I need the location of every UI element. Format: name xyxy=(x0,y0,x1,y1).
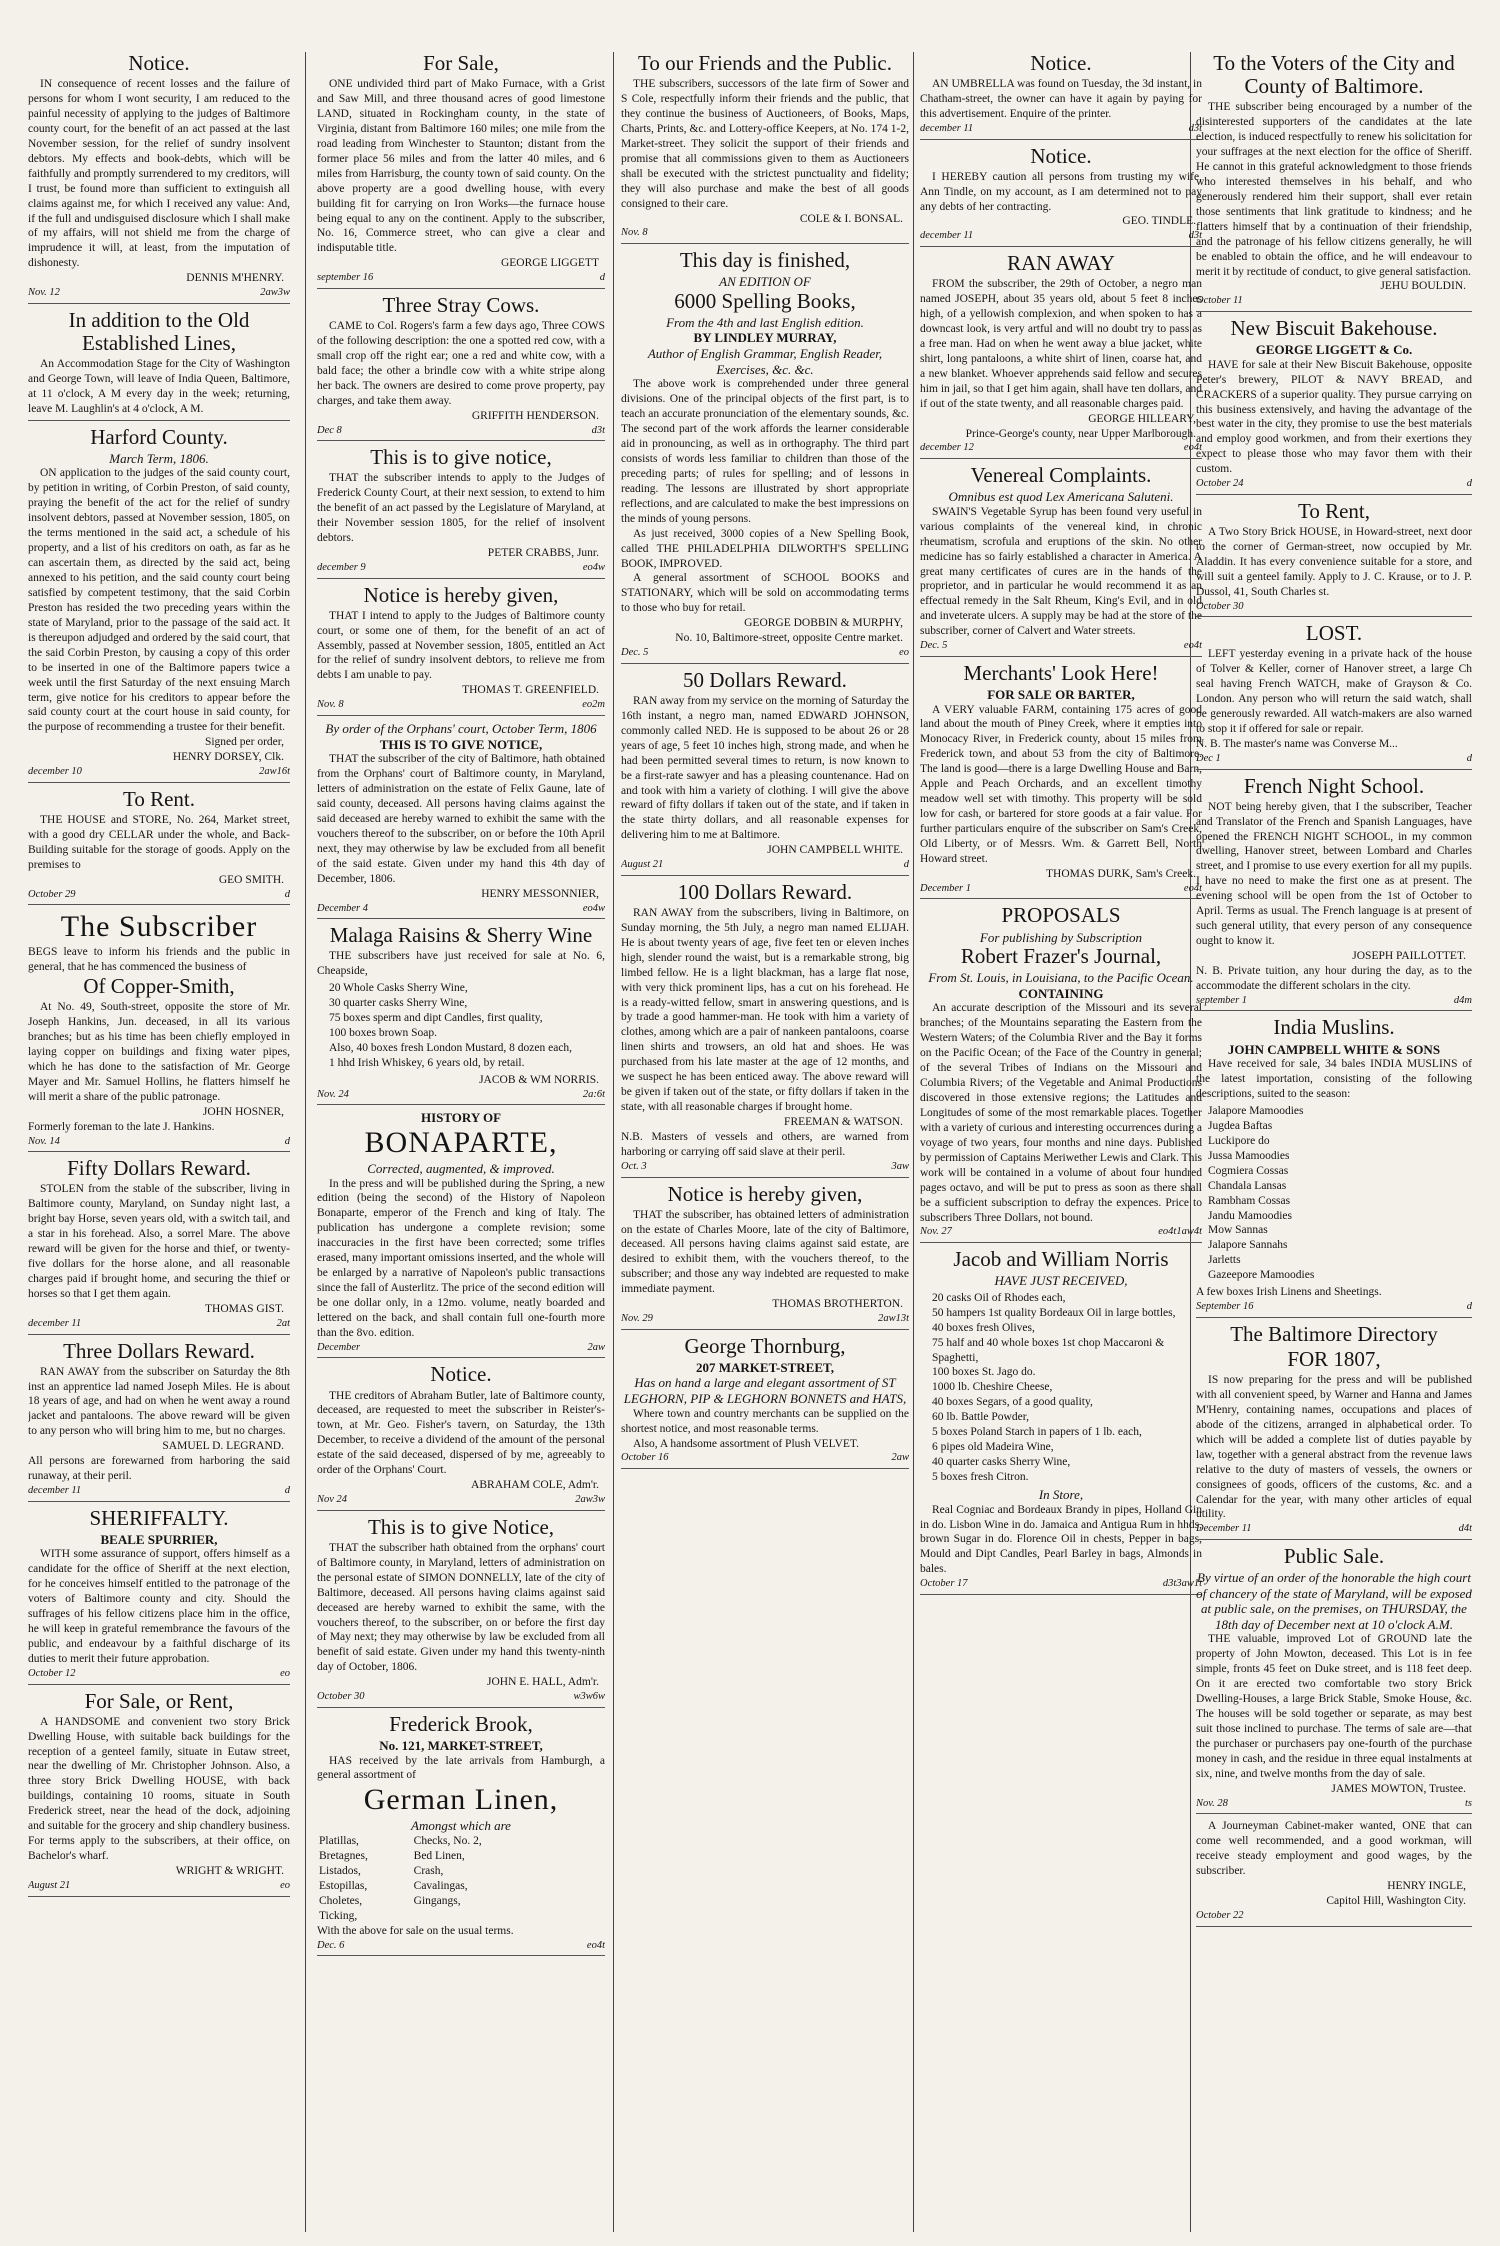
ad-candidate: BEALE SPURRIER, xyxy=(100,1531,218,1547)
ad-lead: BEGS leave to inform his friends and the public in general, that he has commenced the business of xyxy=(28,946,290,974)
ad-hundred-dollars-reward xyxy=(621,881,909,1178)
ad-author-works: Author of English Grammar, English Reader, Exercises, &c. &c. xyxy=(647,346,883,377)
ad-footer: October 30 xyxy=(1196,600,1244,612)
ad-body: RAN AWAY from the subscribers, living in Baltimore, on Sunday morning, the 5th July, a negro man named ELIJAH. He is about twenty years of age, five feet ten or eleven inches high, slender round the waist, but is a remarkable strong, big limbed fellow. He is a light blackman, has a large flat nose, with very thick prominent lips, has a cut on his forehead. He is a ready-witted fellow, smart in answering questions, and is by trade a good hammer-man. He took with him a variety of clothes, among which are a pair of nankeen pantaloons, coarse linen shirts and trowsers, an old hat and shoes. He was purchased from his late master at the age of 12 months, and we suspect he has been enticed away. The above reward will be given if taken out of the state, or fifty dollars if taken in the state, with all reasonable charges if brought home. xyxy=(621,906,909,1114)
ad-signature: GEO SMITH. xyxy=(218,873,284,886)
ad-footer: October 24 d xyxy=(1196,478,1472,490)
ad-subtitle: Has on hand a large and elegant assortment of ST LEGHORN, PIP & LEGHORN BONNETS and HATS, xyxy=(623,1375,907,1407)
ad-harford-county xyxy=(28,426,290,783)
ad-goods: German Linen, xyxy=(363,1783,559,1817)
ad-signed-by: Signed per order, xyxy=(204,736,284,749)
ad-signature: JACOB & WM NORRIS. xyxy=(479,1073,599,1086)
ad-body: THAT I intend to apply to the Judges of Baltimore county court, or some one of them, for the benefit of an act of Assembly, passed at November session, 1805, entitled an Act for the relief of sundry insolvent debtors, to relieve me from debts I am unable to pay. xyxy=(317,609,605,682)
list-item: Luckipore do xyxy=(1208,1134,1270,1147)
ad-footer: September 16 d xyxy=(1196,1301,1472,1313)
ad-title: Notice is hereby given, xyxy=(667,1181,863,1206)
ad-footer: december 11 d3t xyxy=(920,122,1202,134)
ad-footer: December 1 eo4t xyxy=(920,882,1202,894)
ad-author: BY LINDLEY MURRAY, xyxy=(693,330,837,346)
ad-title: Harford County. xyxy=(90,424,228,449)
ad-signature: GEORGE LIGGETT xyxy=(500,257,599,270)
ad-kicker: HISTORY OF xyxy=(420,1110,502,1126)
ad-among: Amongst which are xyxy=(411,1818,511,1834)
ad-footer: Nov. 14 d xyxy=(28,1135,290,1147)
column-2 xyxy=(317,52,605,2232)
ad-signature: THOMAS GIST. xyxy=(204,1302,284,1315)
ad-title: George Thornburg, xyxy=(684,1333,846,1358)
ad-address: 207 MARKET-STREET, xyxy=(696,1359,834,1375)
ad-body: Real Cogniac and Bordeaux Brandy in pipes, Holland Gin in do. Lisbon Wine in do. Jamaica and Antigua Rum in hhds, brown Sugar in do. Florence Oil in chests, Pepper in bags, Mould and Dipt Candles, Pearl Barley in bags, Almonds in bales. xyxy=(920,1503,1202,1576)
ad-signature: JAMES MOWTON, Trustee. xyxy=(1331,1782,1466,1795)
ad-body: THAT the subscriber intends to apply to the Judges of Frederick County Court, at their next session, to extend to him the benefit of an act passed by the Legislature of Maryland, at their November session 1805, for the relief of insolvent debtors. xyxy=(317,472,605,545)
ad-body: IS now preparing for the press and will be published with all convenient speed, by Warner and Hanna and James M'Henry, containing names, occupations and places of abode of the citizens, arranged in alphabetical order. To which will be added a complete list of duties payable by law, together with a general abstract from the revenue laws relative to the duty of masters of vessels, the owners or consignees of goods, officers of the customs, &c. and a Calendar for the year, with many other articles of equal utility. xyxy=(1196,1374,1472,1521)
list-item: Rambham Cossas xyxy=(1208,1194,1291,1207)
list-item: Also, 40 boxes fresh London Mustard, 8 dozen each, xyxy=(329,1041,573,1054)
ad-title: LOST. xyxy=(1305,621,1363,646)
list-item: Jugdea Baftas xyxy=(1208,1119,1273,1132)
ad-body: HAS received by the late arrivals from Hamburgh, a general assortment of xyxy=(317,1754,605,1782)
ad-signature: GEORGE HILLEARY, xyxy=(1088,412,1196,425)
ad-tindle-notice xyxy=(920,145,1202,247)
ad-title: SHERIFFALTY. xyxy=(89,1505,229,1530)
ad-title: Malaga Raisins & Sherry Wine xyxy=(329,923,593,948)
ad-stray-cows xyxy=(317,294,605,441)
ad-address: Prince-George's county, near Upper Marlborough. xyxy=(965,427,1196,440)
ad-footer: December 11 d4t xyxy=(1196,1523,1472,1535)
ad-furnace-for-sale xyxy=(317,52,605,289)
ad-footer: december 11 2at xyxy=(28,1317,290,1329)
ad-body: The above work is comprehended under three general divisions. One of the principal objects of the first part, is to teach an accurate pronunciation of the elementary sounds, &c. The second part of the work affords the learner considerable aid in pronouncing, as well as in orthography. The third part consists of words less familiar to children than those of the preceding parts; of rules for spelling; and of lessons in reading. The lessons are illustrated by short appropriate reflections, and are calculated to make the best impressions on the minds of young persons. xyxy=(621,378,909,525)
grid-cell: Bed Linen, xyxy=(413,1849,465,1862)
grid-cell xyxy=(508,1849,603,1864)
ad-title: THIS IS TO GIVE NOTICE, xyxy=(379,736,543,752)
ad-to-rent-house xyxy=(1196,500,1472,617)
ad-title: Notice. xyxy=(430,1362,492,1387)
ad-subtitle: For publishing by Subscription xyxy=(979,929,1143,945)
ad-body: THE valuable, improved Lot of GROUND late the property of John Mowton, deceased. This Lot is in fee simple, fronts 45 feet on Duke street, and is 118 feet deep. On it are erected two comfortable two story Brick Dwelling-Houses, a large Brick Stable, Smoke House, &c. The houses will be sold together or separate, as may best suit those inclined to purchase. The terms of sale are—that the purchaser or purchasers pay one-fourth of the purchase money in cash, and the residue in three equal instalments at six, nine, and twelve months from the day of sale. xyxy=(1196,1633,1472,1780)
ad-title: Jacob and William Norris xyxy=(953,1247,1169,1272)
ad-note: Formerly foreman to the late J. Hankins. xyxy=(28,1120,215,1133)
ad-footer: Dec 1 d xyxy=(1196,752,1472,764)
ad-body: A VERY valuable FARM, containing 175 acres of good land about the mouth of Piney Creek, where it empties into Monocacy River, in Frederick county, about 15 miles from Frederick town, and about 53 from the city of Baltimore. The land is good—there is a large Dwelling House and Barn, Apple and Peach Orchards, and an excellent timothy meadow well set with timothy. This property will be sold low for cash, or bartered for store goods at a fair value. For further particulars enquire of the subscriber on Sam's Creek, Old Liberty, or of Messrs. Wm. & Garrett Bell, North Howard street. xyxy=(920,703,1202,865)
ad-body: SWAIN'S Vegetable Syrup has been found very useful in various complaints of the venereal kind, in chronic rheumatism, scrofula and eruptions of the skin. No other medicine has so fairly established a character in America. A great many certificates of cures are in the hands of the proprietor, and in particular he would recommend it as an effectual remedy in the Salt Rheum, King's Evil, and in old and inveterate ulcers. A supply may be had at the store of the subscriber, corner of Calvert and Water streets. xyxy=(920,505,1202,638)
ad-butler-notice xyxy=(317,1363,605,1510)
ad-body: Where town and country merchants can be supplied on the shortest notice, and most reasonable terms. xyxy=(621,1407,909,1435)
ad-footer: december 10 2aw16t xyxy=(28,766,290,778)
ad-title: In addition to the Old Established Lines, xyxy=(68,307,250,355)
ad-french-night-school xyxy=(1196,775,1472,1012)
ad-body: THE subscribers have just received for sale at No. 6, Cheapside, xyxy=(317,950,605,978)
ad-signature: JEHU BOULDIN. xyxy=(1380,280,1466,293)
ad-title: For Sale, xyxy=(423,52,499,75)
ad-address: No. 10, Baltimore-street, opposite Centre market. xyxy=(675,632,903,645)
ad-also: A general assortment of SCHOOL BOOKS and STATIONARY, which will be sold on accommodating terms to those who buy for retail. xyxy=(621,572,909,615)
ad-footer: December 4 eo4w xyxy=(317,902,605,914)
ad-title: Public Sale. xyxy=(1283,1544,1385,1569)
ad-footer: december 11 d3t xyxy=(920,230,1202,242)
ad-trade: Of Copper-Smith, xyxy=(83,974,235,999)
ad-title: BONAPARTE, xyxy=(364,1125,558,1159)
ad-term: March Term, 1806. xyxy=(109,450,209,466)
ad-give-notice-hall xyxy=(317,1516,605,1708)
ad-address: Capitol Hill, Washington City. xyxy=(1326,1895,1466,1908)
list-item: 5 boxes fresh Citron. xyxy=(932,1471,1029,1484)
ad-footer: August 21 d xyxy=(621,859,909,871)
ad-body: THAT the subscriber hath obtained from the orphans' court of Baltimore county, in Maryland, letters of administration on the personal estate of SIMON DONNELLY, late of the city of Baltimore, deceased. All persons having claims against said deceased are hereby warned to exhibit the same, with the vouchers thereof, to the subscriber, on or before the first day of May next; they may otherwise by law be excluded from all benefit of said estate. Given under my hand this twenty-ninth day of October, 1806. xyxy=(317,1541,605,1674)
ad-title: Notice is hereby given, xyxy=(363,582,559,607)
ad-title: India Muslins. xyxy=(1273,1015,1395,1040)
list-item: 6 pipes old Madeira Wine, xyxy=(932,1441,1054,1454)
ad-friends-public xyxy=(621,52,909,244)
ad-body: IN consequence of recent losses and the failure of persons for whom I wont security, I am reduced to the painful necessity of applying to the judges of Baltimore county court, for the benefit of an act passed at the last November session, for the relief of sundry insolvent debtors. My effects and book-debts, which will be faithfully and promptly surrendered to my creditors, will I trust, be found more than sufficient to extinguish all claims against me, for which I received any value: And, if the full and undisguised disclosure which I shall make of my affairs, will not shield me from the charge of imprudence it will, at least, from the imputation of dishonesty. xyxy=(28,78,290,270)
ad-body: HAVE for sale at their New Biscuit Bakehouse, opposite Peter's brewery, PILOT & NAVY BREAD, and CRACKERS of a superior quality. They pursue carrying on this business extensively, and having the advantage of the best water in the city, they promise to use the best materials and employ good workmen, and from their exertions they expect to please those who may favor them with their custom. xyxy=(1196,358,1472,476)
list-item: 1000 lb. Cheshire Cheese, xyxy=(932,1381,1053,1394)
ad-signature: JOSEPH PAILLOTTET. xyxy=(1352,950,1466,963)
goods-grid xyxy=(317,1834,605,1924)
ad-footer: October 22 xyxy=(1196,1910,1244,1922)
ad-footer: Oct. 3 3aw xyxy=(621,1160,909,1172)
list-item: Jarletts xyxy=(1208,1254,1241,1267)
ad-title: Frederick Brook, xyxy=(389,1711,533,1736)
ad-signature: THOMAS BROTHERTON. xyxy=(772,1298,903,1311)
ad-body: THE subscriber being encouraged by a number of the disinterested supporters of the candidates at the late election, is induced respectfully to renew his solicitation for your suffrages at the next election for the office of Sheriff. He cannot in this grateful acknowledgment to those friends who interested themselves in his behalf, and who generously rendered him their support, shall ever retain those sentiments that link gratitude to kindness; and he flatters himself that by a continuation of their friendship, and the patronage of his fellow citizens generally, he will be enabled to obtain the office, and he will endeavour to merit it by rectitude of conduct, to give general satisfaction. xyxy=(1196,101,1472,278)
ad-signature: GRIFFITH HENDERSON. xyxy=(471,409,599,422)
ad-signature: HENRY MESSONNIER, xyxy=(481,887,599,900)
ad-footer: september 16 d xyxy=(317,272,605,284)
ad-india-muslins xyxy=(1196,1016,1472,1317)
ad-body: CAME to Col. Rogers's farm a few days ago, Three COWS of the following description: the one a spotted red cow, with a small crop off the right ear; one a red and white cow, with a bald face; the other a brindle cow with a white stripe along her back. The owners are desired to come prove property, pay charges, and take them away. xyxy=(317,320,605,407)
column-rule xyxy=(913,52,914,2232)
ad-lost-watch xyxy=(1196,622,1472,769)
ad-also: A few boxes Irish Linens and Sheetings. xyxy=(1196,1286,1382,1299)
ad-footer: October 30 w3w6w xyxy=(317,1691,605,1703)
ad-footer: Nov 24 2aw3w xyxy=(317,1494,605,1506)
ad-title: Three Stray Cows. xyxy=(382,292,540,317)
ad-body: A Two Story Brick HOUSE, in Howard-street, next door to the corner of German-street, now occupied by Mr. Aladdin. It has every convenience suitable for a store, and will suit a genteel family. Apply to J. C. Krause, or to J. P. Dussol, 41, South Charles st. xyxy=(1196,525,1472,598)
ad-year: FOR 1807, xyxy=(1287,1346,1381,1371)
ad-malaga-raisins xyxy=(317,924,605,1105)
column-5 xyxy=(1196,52,1472,2232)
ad-title: 50 Dollars Reward. xyxy=(683,667,847,692)
ad-containing: CONTAINING xyxy=(1018,985,1104,1001)
ad-title: Notice. xyxy=(1030,52,1092,75)
ad-title: RAN AWAY xyxy=(1007,251,1115,276)
list-item: Mow Sannas xyxy=(1208,1224,1268,1237)
ad-body: Have received for sale, 34 bales INDIA MUSLINS of the latest importation, consisting of the following descriptions, suited to the season: xyxy=(1196,1058,1472,1101)
ad-body: A Journeyman Cabinet-maker wanted, ONE that can come well recommended, and a good workman, will receive steady employment and good wages, by the subscriber. xyxy=(1196,1820,1472,1878)
ad-note: With the above for sale on the usual terms. xyxy=(317,1924,514,1937)
ad-signature: DENNIS M'HENRY. xyxy=(186,272,284,285)
list-item: Cogmiera Cossas xyxy=(1208,1164,1289,1177)
ad-fifty-dollars xyxy=(28,1157,290,1334)
list-item: Jalapore Mamoodies xyxy=(1208,1104,1304,1117)
grid-cell: Cavalingas, xyxy=(413,1879,468,1892)
list-item: 100 boxes St. Jago do. xyxy=(932,1366,1036,1379)
ad-footer: december 11 d xyxy=(28,1485,290,1497)
ad-title: Venereal Complaints. xyxy=(970,463,1152,488)
ad-firm: JOHN CAMPBELL WHITE & SONS xyxy=(1227,1041,1441,1057)
ad-big-title: Robert Frazer's Journal, xyxy=(960,944,1162,969)
ad-public-sale xyxy=(1196,1545,1472,1814)
ad-copper-smith xyxy=(28,910,290,1152)
ad-note: All persons are forewarned from harboring the said runaway, at their peril. xyxy=(28,1455,290,1483)
ad-signature: THOMAS T. GREENFIELD. xyxy=(462,684,599,697)
ad-title: For Sale, or Rent, xyxy=(84,1688,234,1713)
ad-body: A HANDSOME and convenient two story Brick Dwelling House, with suitable back buildings for the reception of a genteel family, situate in Eutaw street, near the dwelling of Mr. Christopher Johnson. Also, a three story Brick Dwelling HOUSE, with back buildings, containing 10 rooms, situate in South Frederick street, near the head of the dock, adjoining and suitable for the grocery and ship chandlery business. For terms apply to the subscribers, at their office, on Bachelor's wharf. xyxy=(28,1715,290,1863)
ad-signature: THOMAS DURK, Sam's Creek. xyxy=(1046,867,1196,880)
ad-title: This day is finished, xyxy=(679,248,851,273)
ad-umbrella-notice xyxy=(920,52,1202,140)
list-item: Jalapore Sannahs xyxy=(1208,1239,1288,1252)
ad-body: ON application to the judges of the said county court, by petition in writing, of Corbin Preston, of said county, praying the benefit of the act for the relief of sundry insolvent debtors, passed at November session, 1805, on the terms mentioned in the said act, a schedule of his property, and a list of his creditors on oath, as far as he can ascertain them, as directed by the said act, being annexed to his petition, and the said county court being satisfied by competent testimony, that the said Corbin Preston has resided the two preceding years within the state of Maryland, prior to the passage of the said act. It is thereupon adjudged and ordered by the said court, that the said Corbin Preston, by causing a copy of this order to be inserted in one of the Baltimore papers twice a week until the first Saturday of the next ensuing March term, give notice for his creditors to appear before the said county court at the court house in said county, for the purpose of recommending a trustee for their benefit. xyxy=(28,467,290,734)
ad-body: At No. 49, South-street, opposite the store of Mr. Joseph Hankins, Jun. deceased, in all its various branches; but as his time has been chiefly employed in laying copper on buildings and fixing water pipes, which he has done to the satisfaction of Mr. George Mayer and Mr. Samuel Hollins, he flatters himself he will merit a share of the public patronage. xyxy=(28,1001,290,1103)
ad-body: I HEREBY caution all persons from trusting my wife, Ann Tindle, on my account, as I am determined not to pay any debts of her contracting. xyxy=(920,170,1202,213)
ad-signature: HENRY DORSEY, Clk. xyxy=(172,751,284,764)
list-item: 50 hampers 1st quality Bordeaux Oil in large bottles, xyxy=(932,1306,1176,1319)
ad-heading: By virtue of an order of the honorable the high court of chancery of the state of Maryland, will be exposed at public sale, on the premises, on THURSDAY, the 18th day of December next at 10 o'clock A.M. xyxy=(1196,1570,1472,1632)
ad-footer: Nov. 8 xyxy=(621,227,648,239)
ad-footer: December 2aw xyxy=(317,1341,605,1353)
ad-edition: From the 4th and last English edition. xyxy=(666,314,864,330)
ad-body: THE HOUSE and STORE, No. 264, Market street, with a good dry CELLAR under the whole, and Back-Building suitable for the storage of goods. Apply on the premises to xyxy=(28,813,290,871)
ad-body: THE subscribers, successors of the late firm of Sower and S Cole, respectfully inform their friends and the public, that they continue the business of Auctioneers, of Books, Maps, Charts, Prints, &c. and Lottery-office Keepers, at No. 174 1-2, Market-street. They solicit the support of their friends and promise that all commissions given to them as Auctioneers shall be executed with the strictest punctuality and fidelity; they will also purchase and make the best of all goods consigned to their care. xyxy=(621,78,909,210)
column-3 xyxy=(621,52,909,2232)
ad-body: THAT the subscriber of the city of Baltimore, hath obtained from the Orphans' court of Baltimore county, in Maryland, letters of administration on the estate of Felix Gaune, late of said county, deceased. All persons having claims against the said deceased are hereby warned to exhibit the same with the vouchers thereof to the subscriber, on or before the 10th April next, they may otherwise by law be excluded from all benefit of the said estate. Given under my hand this 4th day of December, 1806. xyxy=(317,753,605,885)
ad-signature: ABRAHAM COLE, Adm'r. xyxy=(471,1479,599,1492)
ad-body: In the press and will be published during the Spring, a new edition (being the second) of the History of Napoleon Bonaparte, emperor of the French and king of Italy. The publication has undergone a complete revision; some inaccuracies in the first have been corrected; some trifles erased, many important omissions inserted, and the whole will be enlarged by a narrative of Napoleon's public transactions since the fall of Austerlitz. The price of the second edition will be one dollar only, in a 12mo. volume, neatly boarded and lettered on the back, and shall contain full one-fourth more than the 8vo. edition. xyxy=(317,1177,605,1339)
ad-heading: By order of the Orphans' court, October Term, 1806 xyxy=(325,720,597,736)
ad-also: Also, A handsome assortment of Plush VELVET. xyxy=(633,1437,859,1450)
ad-title: To Rent. xyxy=(122,786,196,811)
ad-footer: Nov. 28 ts xyxy=(1196,1797,1472,1809)
ad-fifty-dollars-reward xyxy=(621,669,909,876)
list-item: Chandala Lansas xyxy=(1208,1179,1287,1192)
ad-body: FROM the subscriber, the 29th of October, a negro man named JOSEPH, about 35 years old, about 5 feet 8 inches high, of a yellowish complexion, and when spoken to has a downcast look, is very artful and will no doubt try to pass as a free man. Had on when he went away a blue jacket, white shirt, long pantaloons, a white shirt of linen, coarse hat, and a new blanket. Whoever apprehends said fellow and secures him in jail, so that I get him again, shall have ten dollars, and if out of the state twenty, and all reasonable charges paid. xyxy=(920,278,1202,410)
list-item: 1 hhd Irish Whiskey, 6 years old, by retail. xyxy=(329,1056,525,1069)
ad-firm: GEORGE LIGGETT & Co. xyxy=(1255,342,1413,358)
ad-give-notice-crabbs xyxy=(317,446,605,578)
ad-footer: Nov. 12 2aw3w xyxy=(28,287,290,299)
ad-body: NOT being hereby given, that I the subscriber, Teacher and Translator of the French and Spanish Languages, have opened the FRENCH NIGHT SCHOOL, in my common dwelling, Hanover street, between Lombard and Charles street, and I promise to use every exertion for all my pupils. I have no need to make the first one as at present. The evening school will be open from the 1st of October to April. Terms as usual. The French language is at present of such general utility, that every person of any consequence ought to know it. xyxy=(1196,800,1472,948)
ad-body: An accurate description of the Missouri and its several branches; of the Mountains separating the Eastern from the Western Waters; of the Columbia River and the Bay it forms on the Pacific Ocean; of the Face of the Country in general; of the several Tribes of Indians on the Missouri and Columbia Rivers; of the Vegetable and Animal Productions discovered in those extensive regions; the Latitudes and Longitudes of some of the most remarkable places. Together with a variety of curious and interesting occurrences during a voyage of two years, four months and nine days. Published by permission of Captains Meriwether Lewis and Clark. This work will be contained in a volume of about four hundred pages octavo, and will be put to press as soon as there shall be a sufficient subscription to defray the expences. Price to subscribers Three Dollars, not bound. xyxy=(920,1002,1202,1224)
ad-signature: JOHN HOSNER, xyxy=(202,1105,284,1118)
grid-cell xyxy=(508,1834,603,1849)
ad-voters xyxy=(1196,52,1472,312)
ad-footer: december 9 eo4w xyxy=(317,561,605,573)
ad-subtitle: Corrected, augmented, & improved. xyxy=(367,1160,555,1176)
ad-frederick-brook xyxy=(317,1713,605,1956)
ad-footer: Nov. 24 2a:6t xyxy=(317,1088,605,1100)
ad-baltimore-directory xyxy=(1196,1323,1472,1540)
ad-footer: Nov. 8 eo2m xyxy=(317,699,605,711)
list-item: 40 boxes Segars, of a good quality, xyxy=(932,1396,1093,1409)
ad-title: To Rent, xyxy=(1297,498,1371,523)
list-item: 75 half and 40 whole boxes 1st chop Maccaroni & Spaghetti, xyxy=(932,1336,1165,1364)
ad-body: RAN AWAY from the subscriber on Saturday the 8th inst an apprentice lad named Joseph Miles. He is about 18 years of age, and had on when he went away a round jacket and pantaloons. The above reward will be given to any person who will bring him to me, but no charges. xyxy=(28,1365,290,1438)
ad-george-thornburg xyxy=(621,1335,909,1469)
ad-signature: WRIGHT & WRIGHT. xyxy=(175,1865,284,1878)
goods-list xyxy=(920,1291,1202,1485)
ad-press: As just received, 3000 copies of a New Spelling Book, called THE PHILADELPHIA DILWORTH'S SPELLING BOOK, IMPROVED. xyxy=(621,527,909,570)
grid-cell: Gingangs, xyxy=(413,1894,461,1907)
ad-footer: October 29 d xyxy=(28,888,290,900)
ad-body: WITH some assurance of support, offers himself as a candidate for the office of Sheriff at the next election, for he conceives himself entitled to the patronage of the voters of Baltimore county and city. Should the suffrages of his fellow citizens place him in the office, he will keep in grateful remembrance the favours of the public, and endeavour by a faithful discharge of its duties to merit their future approbation. xyxy=(28,1548,290,1665)
ad-subtitle: FOR SALE OR BARTER, xyxy=(987,686,1135,702)
ad-footer: August 21 eo xyxy=(28,1879,290,1891)
list-item: 30 quarter casks Sherry Wine, xyxy=(329,997,468,1010)
ad-body: THAT the subscriber, has obtained letters of administration on the estate of Charles Moore, late of the city of Baltimore, deceased. All persons having claims against said estate, are desired to exhibit them, with the vouchers thereof, to the subscriber; and those any way indebted are requested to make immediate payment. xyxy=(621,1208,909,1296)
ad-title: New Biscuit Bakehouse. xyxy=(1230,316,1438,341)
grid-cell: Platillas, xyxy=(319,1835,359,1848)
ad-to-rent xyxy=(28,788,290,905)
ad-title: Notice. xyxy=(128,52,190,75)
ad-footer: Dec. 5 eo xyxy=(621,647,909,659)
ad-signature: PETER CRABBS, Junr. xyxy=(487,547,599,559)
ad-footer: Dec. 6 eo4t xyxy=(317,1939,605,1951)
ad-footer: Dec 8 d3t xyxy=(317,424,605,436)
ad-note: N.B. Masters of vessels and others, are warned from harboring or carrying off said slave at their peril. xyxy=(621,1130,909,1158)
ad-footer: september 1 d4m xyxy=(1196,994,1472,1006)
ad-title: To our Friends and the Public. xyxy=(638,52,892,75)
grid-cell: Ticking, xyxy=(319,1909,358,1922)
ad-signature: GEO. TINDLE. xyxy=(1122,215,1196,228)
ad-body: RAN away from my service on the morning of Saturday the 16th instant, a negro man, named EDWARD JOHNSON, commonly called NED. He is supposed to be about 26 or 28 years of age, 5 feet 10 inches high, strong made, and when he had been permitted several times to return, is now known to be a first-rate sawyer and has a pleasing countenance. Had on and took with him a variety of clothing. I will give the above reward of fifty dollars if taken out of the state, and if taken in the state thirty dollars, and all reasonable expenses for delivering him to me at Baltimore. xyxy=(621,694,909,842)
ad-address: No. 121, MARKET-STREET, xyxy=(379,1737,543,1753)
ad-spelling-books xyxy=(621,249,909,664)
grid-cell xyxy=(508,1879,603,1894)
ad-motto: Omnibus est quod Lex Americana Saluteni. xyxy=(948,489,1174,505)
ad-big-title: 6000 Spelling Books, xyxy=(674,288,856,313)
ad-note: N. B. The master's name was Converse M... xyxy=(1196,737,1398,750)
ad-signature: COLE & I. BONSAL. xyxy=(799,212,903,225)
goods-list xyxy=(1196,1104,1472,1283)
ad-title: To the Voters of the City and County of Baltimore. xyxy=(1213,52,1455,99)
ad-body: LEFT yesterday evening in a private hack of the house of Tolver & Keller, corner of Hanover street, a large Ch seal having French WATCH, make of Grayson & Co. London. Any person who will return the said watch, shall be generously rewarded. All watch-makers are also warned to stop it if offered for sale or repair. xyxy=(1196,648,1472,736)
ad-signature: JOHN CAMPBELL WHITE. xyxy=(767,844,903,857)
ad-footer: Dec. 5 eo4t xyxy=(920,640,1202,652)
ad-title: French Night School. xyxy=(1243,773,1425,798)
ad-subtitle: AN EDITION OF xyxy=(719,274,811,290)
list-item: 40 quarter casks Sherry Wine, xyxy=(932,1456,1071,1469)
ad-footer: Nov. 27 eo4t1aw4t xyxy=(920,1226,1202,1238)
ad-title: This is to give Notice, xyxy=(367,1514,555,1539)
ad-orphans-court xyxy=(317,721,605,919)
ad-body: An Accommodation Stage for the City of Washington and George Town, will leave of India Queen, Baltimore, at 11 o'clock, A M every day in the week; returning, leave M. Laughlin's at 4 o'clock, A M. xyxy=(28,358,290,415)
ad-body: ONE undivided third part of Mako Furnace, with a Grist and Saw Mill, and three thousand acres of good limestone LAND, situated in Rockingham county, in the state of Virginia, distant from Baltimore 160 miles; one mile from the road leading from Winchester to Staunton; distant from the former place 56 miles and from the latter 40 miles, and 6 miles from Harrisburg, the county town of said county. On the above property are a good dwelling house, with every building fit for carrying on Iron Works—the furnace house being equal to any on the continent. Apply to the subscriber, No. 16, Commerce street, who can give a clear and indisputable title. xyxy=(317,78,605,255)
column-rule xyxy=(613,52,614,2232)
grid-cell: Checks, No. 2, xyxy=(413,1835,482,1848)
list-item: Jandu Mamoodies xyxy=(1208,1209,1293,1222)
ad-in-store: In Store, xyxy=(1038,1486,1084,1502)
ad-footer: Nov. 29 2aw13t xyxy=(621,1313,909,1325)
ad-sheriffalty xyxy=(28,1507,290,1685)
list-item: 60 lb. Battle Powder, xyxy=(932,1411,1029,1424)
ad-frazer-journal xyxy=(920,904,1202,1243)
column-1 xyxy=(28,52,290,2232)
grid-cell xyxy=(508,1864,603,1879)
ad-title: The Subscriber xyxy=(60,910,258,944)
column-4 xyxy=(920,52,1202,2232)
ad-ran-away xyxy=(920,252,1202,459)
grid-cell: Estopillas, xyxy=(319,1879,368,1892)
ad-hereby-brotherton xyxy=(621,1183,909,1330)
ad-stage-lines xyxy=(28,309,290,421)
ad-signature: GEORGE DOBBIN & MURPHY, xyxy=(744,617,903,630)
ad-route: From St. Louis, in Louisiana, to the Pacific Ocean. xyxy=(928,970,1194,986)
list-item: 20 casks Oil of Rhodes each, xyxy=(932,1291,1066,1304)
ad-footer: december 12 eo4t xyxy=(920,442,1202,454)
ad-title: This is to give notice, xyxy=(370,445,552,470)
ad-signature: FREEMAN & WATSON. xyxy=(784,1116,903,1129)
ad-title: Three Dollars Reward. xyxy=(63,1338,255,1363)
column-rule xyxy=(305,52,306,2232)
ad-body: THE creditors of Abraham Butler, late of Baltimore county, deceased, are requested to meet the subscriber in Reister's-town, at Mr. Geo. Fisher's tavern, on Saturday, the 13th December, to receive a dividend of the amount of the personal estate of the said deceased, dispersed of by me, agreeably to order of the Orphans' Court. xyxy=(317,1389,605,1477)
ad-norris-received xyxy=(920,1248,1202,1595)
grid-cell xyxy=(508,1894,603,1909)
goods-list xyxy=(317,981,605,1071)
ad-body: STOLEN from the stable of the subscriber, living in Baltimore county, Maryland, on Sunday night last, a bright bay Horse, seven years old, with a switch tail, and a star in his forehead. Also, a sorrel Mare. The above reward will be given for the horse and thief, or twenty-five dollars for the horse alone, and all reasonable charges paid if brought home, and securing the thief or horses so that I get them again. xyxy=(28,1183,290,1300)
ad-title: Notice. xyxy=(1030,143,1092,168)
ad-signature: JOHN E. HALL, Adm'r. xyxy=(487,1676,599,1689)
grid-cell: Bretagnes, xyxy=(319,1849,368,1862)
ad-title: Fifty Dollars Reward. xyxy=(67,1156,251,1181)
ad-body: AN UMBRELLA was found on Tuesday, the 3d instant, in Chatham-street, the owner can have it again by paying for this advertisement. Enquire of the printer. xyxy=(920,78,1202,120)
list-item: 20 Whole Casks Sherry Wine, xyxy=(329,982,468,995)
ad-cabinet-maker-wanted xyxy=(1196,1819,1472,1926)
ad-hereby-greenfield xyxy=(317,584,605,716)
ad-mhenry-notice xyxy=(28,52,290,304)
list-item: Gazeepore Mamoodies xyxy=(1208,1269,1315,1282)
ad-subtitle: HAVE JUST RECEIVED, xyxy=(994,1273,1128,1289)
list-item: 5 boxes Poland Starch in papers of 1 lb. each, xyxy=(932,1426,1142,1439)
ad-for-sale-or-rent xyxy=(28,1690,290,1897)
ad-biscuit-bakehouse xyxy=(1196,317,1472,495)
ad-footer: October 17 d3t3aw1t xyxy=(920,1578,1202,1590)
ad-signature: HENRY INGLE, xyxy=(1387,1880,1466,1893)
ad-title: PROPOSALS xyxy=(1001,903,1121,928)
ad-footer: October 11 xyxy=(1196,295,1243,307)
list-item: 100 boxes brown Soap. xyxy=(329,1026,437,1039)
ad-venereal-complaints xyxy=(920,464,1202,657)
grid-cell: Crash, xyxy=(413,1864,444,1877)
ad-three-dollars xyxy=(28,1340,290,1502)
grid-cell: Choletes, xyxy=(319,1894,363,1907)
ad-history-bonaparte xyxy=(317,1110,605,1358)
ad-signature: SAMUEL D. LEGRAND. xyxy=(162,1440,284,1453)
ad-footer: October 16 2aw xyxy=(621,1452,909,1464)
ad-title: 100 Dollars Reward. xyxy=(677,879,853,904)
ad-merchants-look xyxy=(920,662,1202,900)
ad-footer: October 12 eo xyxy=(28,1667,290,1679)
ad-title: The Baltimore Directory xyxy=(1230,1321,1438,1346)
list-item: Jussa Mamoodies xyxy=(1208,1149,1290,1162)
ad-title: Merchants' Look Here! xyxy=(963,660,1159,685)
grid-cell: Listados, xyxy=(319,1864,361,1877)
list-item: 75 boxes sperm and dipt Candles, first quality, xyxy=(329,1011,543,1024)
ad-note: N. B. Private tuition, any hour during the day, as to the accommodate the different scholars in the city. xyxy=(1196,964,1472,992)
list-item: 40 boxes fresh Olives, xyxy=(932,1321,1035,1334)
